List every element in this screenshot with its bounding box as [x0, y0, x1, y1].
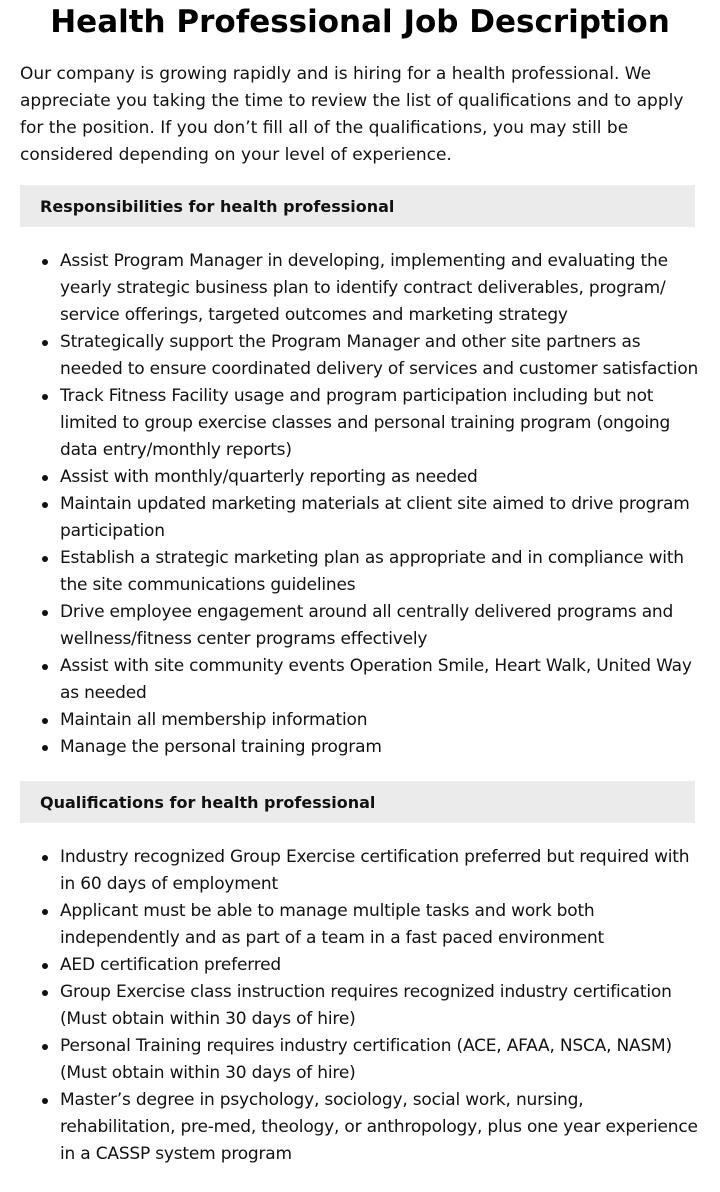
- list-item-text: Manage the personal training program: [60, 737, 382, 757]
- list-item: [60, 952, 700, 979]
- bullet-icon: [42, 1098, 48, 1104]
- list-item: [60, 464, 700, 491]
- bullet-icon: [42, 556, 48, 562]
- qualifications-list: [0, 844, 700, 1168]
- responsibilities-heading-text: Responsibilities for health professional: [40, 196, 395, 216]
- list-item-text: Strategically support the Program Manager and other site partners as needed to ensure coordinated delivery of services and customer satisfaction: [60, 332, 699, 379]
- bullet-icon: [42, 990, 48, 996]
- responsibilities-heading: [20, 185, 695, 227]
- list-item: [60, 545, 700, 599]
- bullet-icon: [42, 664, 48, 670]
- list-item-text: Group Exercise class instruction requires recognized industry certification (Must obtain within 30 days of hire): [60, 982, 672, 1029]
- intro-paragraph: Our company is growing rapidly and is hiring for a health professional. We appreciate you taking the time to review the list of qualifications and to apply for the position. If you don’t fill all of the qualifications, you may still be considered depending on your level of experience.: [20, 64, 684, 165]
- list-item: [60, 491, 700, 545]
- list-item-text: Master’s degree in psychology, sociology, social work, nursing, rehabilitation, pre-med, theology, or anthropology, plus one year experience in a CASSP system program: [60, 1090, 698, 1164]
- list-item-text: Track Fitness Facility usage and program participation including but not limited to group exercise classes and personal training program (ongoing data entry/monthly reports): [60, 386, 671, 460]
- bullet-icon: [42, 963, 48, 969]
- list-item-text: Industry recognized Group Exercise certification preferred but required with in 60 days of employment: [60, 847, 690, 894]
- responsibilities-list: [0, 248, 700, 761]
- qualifications-heading-text: Qualifications for health professional: [40, 792, 376, 812]
- bullet-icon: [42, 909, 48, 915]
- bullet-icon: [42, 855, 48, 861]
- list-item-text: Maintain all membership information: [60, 710, 368, 730]
- list-item-text: Applicant must be able to manage multiple tasks and work both independently and as part of a team in a fast paced environment: [60, 901, 605, 948]
- list-item: [60, 599, 700, 653]
- list-item-text: Personal Training requires industry certification (ACE, AFAA, NSCA, NASM) (Must obtain within 30 days of hire): [60, 1036, 672, 1083]
- list-item: [60, 898, 700, 952]
- list-item: [60, 1033, 700, 1087]
- list-item: [60, 979, 700, 1033]
- bullet-icon: [42, 340, 48, 346]
- list-item-text: Assist with monthly/quarterly reporting as needed: [60, 467, 478, 487]
- list-item: [60, 734, 700, 761]
- bullet-icon: [42, 394, 48, 400]
- list-item: [60, 707, 700, 734]
- list-item-text: AED certification preferred: [60, 955, 281, 975]
- list-item: [60, 844, 700, 898]
- list-item-text: Maintain updated marketing materials at client site aimed to drive program participation: [60, 494, 690, 541]
- bullet-icon: [42, 259, 48, 265]
- bullet-icon: [42, 475, 48, 481]
- list-item: [60, 1087, 700, 1168]
- list-item-text: Establish a strategic marketing plan as appropriate and in compliance with the site communications guidelines: [60, 548, 684, 595]
- list-item: [60, 248, 700, 329]
- bullet-icon: [42, 745, 48, 751]
- list-item-text: Assist with site community events Operation Smile, Heart Walk, United Way as needed: [60, 656, 692, 703]
- list-item: [60, 329, 700, 383]
- bullet-icon: [42, 718, 48, 724]
- bullet-icon: [42, 610, 48, 616]
- page-title: Health Professional Job Description: [50, 4, 670, 40]
- list-item: [60, 383, 700, 464]
- bullet-icon: [42, 502, 48, 508]
- list-item-text: Drive employee engagement around all centrally delivered programs and wellness/fitness center programs effectively: [60, 602, 674, 649]
- qualifications-heading: [20, 781, 695, 823]
- list-item: [60, 653, 700, 707]
- bullet-icon: [42, 1044, 48, 1050]
- list-item-text: Assist Program Manager in developing, implementing and evaluating the yearly strategic business plan to identify contract deliverables, program/ service offerings, targeted outcomes and marketing strategy: [60, 251, 668, 325]
